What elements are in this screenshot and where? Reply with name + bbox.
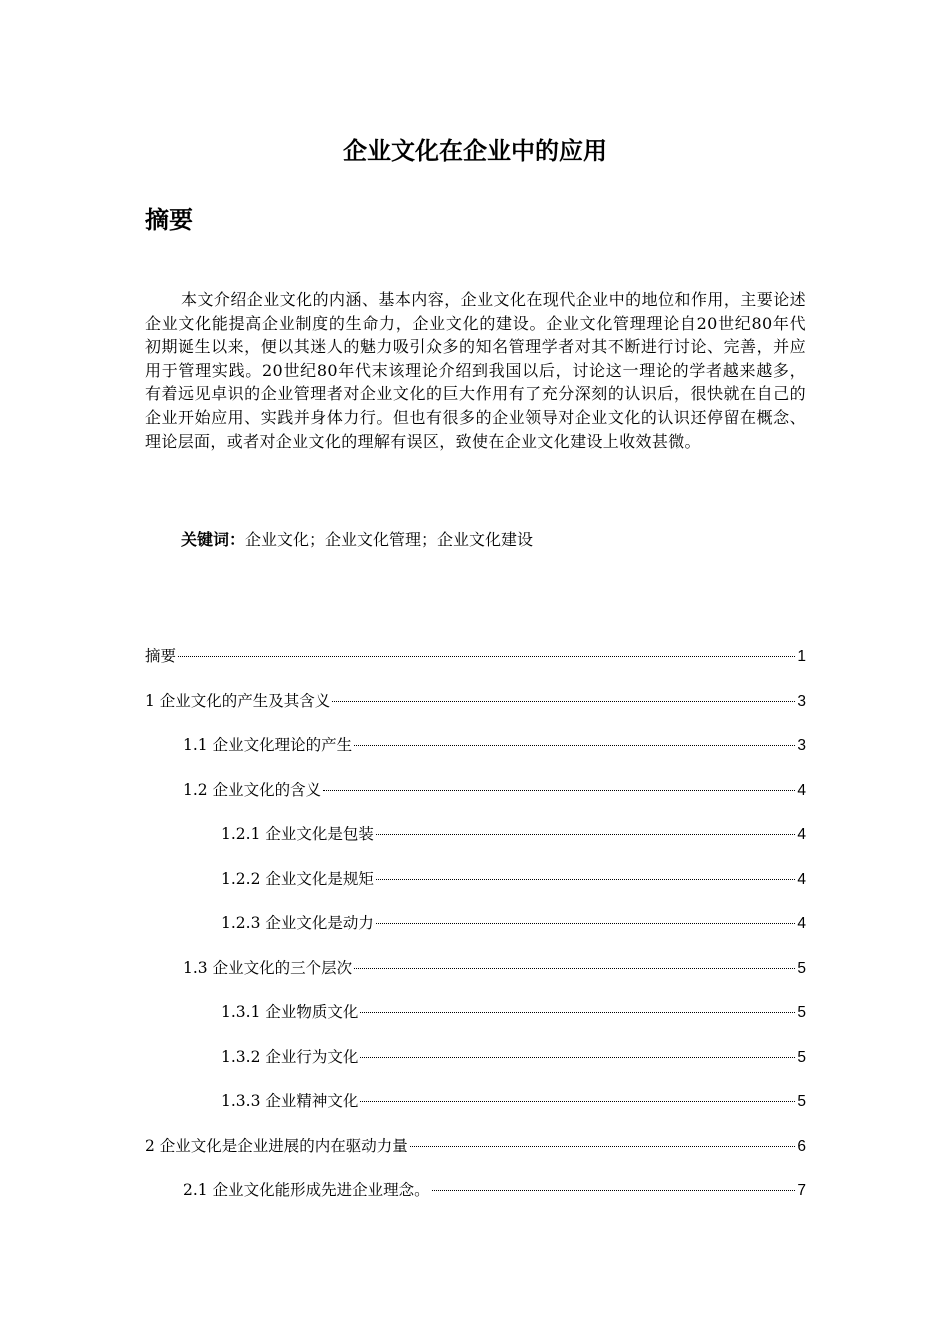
toc-page-number: 4 <box>797 915 806 932</box>
toc-entry-label: 摘要 <box>145 647 177 665</box>
keywords-text: 企业文化；企业文化管理；企业文化建设 <box>245 530 534 549</box>
toc-leader-dots <box>360 1012 795 1013</box>
toc-page-number: 4 <box>797 826 806 843</box>
toc-entry-label: 1.3.2 企业行为文化 <box>221 1047 359 1066</box>
toc-page-number: 4 <box>797 781 806 799</box>
toc-entry-label: 1.1 企业文化理论的产生 <box>183 736 353 754</box>
toc-entry-label: 1.2 企业文化的含义 <box>183 780 322 799</box>
toc-entry[interactable] <box>145 908 806 953</box>
toc-entry[interactable] <box>145 641 806 686</box>
toc-entry[interactable] <box>145 775 806 820</box>
abstract-paragraph: 本文介绍企业文化的内涵、基本内容，企业文化在现代企业中的地位和作用，主要论述企业文化能提高企业制度的生命力，企业文化的建设。企业文化管理理论自20世纪80年代初期诞生以来，便以其迷人的魅力吸引众多的知名管理学者对其不断进行讨论、完善，并应用于管理实践。20世纪80年代末该理论介绍到我国以后，讨论这一理论的学者越来越多，有着远见卓识的企业管理者对企业文化的巨大作用有了充分深刻的认识后，很快就在自己的企业开始应用、实践并身体力行。但也有很多的企业领导对企业文化的认识还停留在概念、理论层面，或者对企业文化的理解有误区，致使在企业文化建设上收效甚微。 <box>145 290 806 451</box>
toc-entry[interactable] <box>145 953 806 998</box>
toc-leader-dots <box>354 745 795 746</box>
toc-leader-dots <box>323 790 795 791</box>
toc-page-number: 3 <box>797 737 806 754</box>
keywords-line <box>181 528 533 552</box>
abstract-heading: 摘要 <box>145 206 193 234</box>
toc-leader-dots <box>332 701 795 702</box>
toc-leader-dots <box>376 879 796 880</box>
toc-entry[interactable] <box>145 819 806 864</box>
toc-entry[interactable] <box>145 1042 806 1087</box>
toc-page-number: 5 <box>797 1004 806 1021</box>
toc-entry-label: 1.3.3 企业精神文化 <box>221 1092 359 1110</box>
toc-page-number: 6 <box>797 1137 806 1155</box>
toc-entry-label: 2.1 企业文化能形成先进企业理念。 <box>183 1181 430 1199</box>
toc-entry[interactable] <box>145 1131 806 1176</box>
toc-page-number: 5 <box>797 959 806 977</box>
toc-leader-dots <box>354 968 795 969</box>
toc-page-number: 4 <box>797 870 806 888</box>
toc-entry-label: 1.3.1 企业物质文化 <box>221 1003 359 1021</box>
toc-entry-label: 1.2.2 企业文化是规矩 <box>221 869 374 888</box>
toc-entry[interactable] <box>145 1086 806 1131</box>
toc-leader-dots <box>178 656 795 657</box>
toc-leader-dots <box>432 1190 796 1191</box>
toc-entry-label: 1 企业文化的产生及其含义 <box>145 691 331 710</box>
toc-page-number: 7 <box>797 1182 806 1199</box>
toc-leader-dots <box>376 834 796 835</box>
toc-entry-label: 1.2.1 企业文化是包装 <box>221 825 374 843</box>
keywords-label: 关键词： <box>181 530 246 549</box>
document-title: 企业文化在企业中的应用 <box>343 137 607 165</box>
toc-page-number: 5 <box>797 1048 806 1066</box>
toc-entry[interactable] <box>145 1175 806 1220</box>
toc-entry-label: 2 企业文化是企业进展的内在驱动力量 <box>145 1136 408 1155</box>
toc-page-number: 3 <box>797 692 806 710</box>
toc-leader-dots <box>410 1146 796 1147</box>
toc-leader-dots <box>360 1101 795 1102</box>
toc-leader-dots <box>376 923 796 924</box>
toc-page-number: 1 <box>797 648 806 665</box>
toc-entry-label: 1.2.3 企业文化是动力 <box>221 914 374 932</box>
toc-leader-dots <box>360 1057 795 1058</box>
toc-entry[interactable] <box>145 997 806 1042</box>
toc-entry[interactable] <box>145 864 806 909</box>
table-of-contents <box>145 641 806 1220</box>
toc-entry[interactable] <box>145 686 806 731</box>
toc-page-number: 5 <box>797 1093 806 1110</box>
toc-entry-label: 1.3 企业文化的三个层次 <box>183 958 353 977</box>
toc-entry[interactable] <box>145 730 806 775</box>
